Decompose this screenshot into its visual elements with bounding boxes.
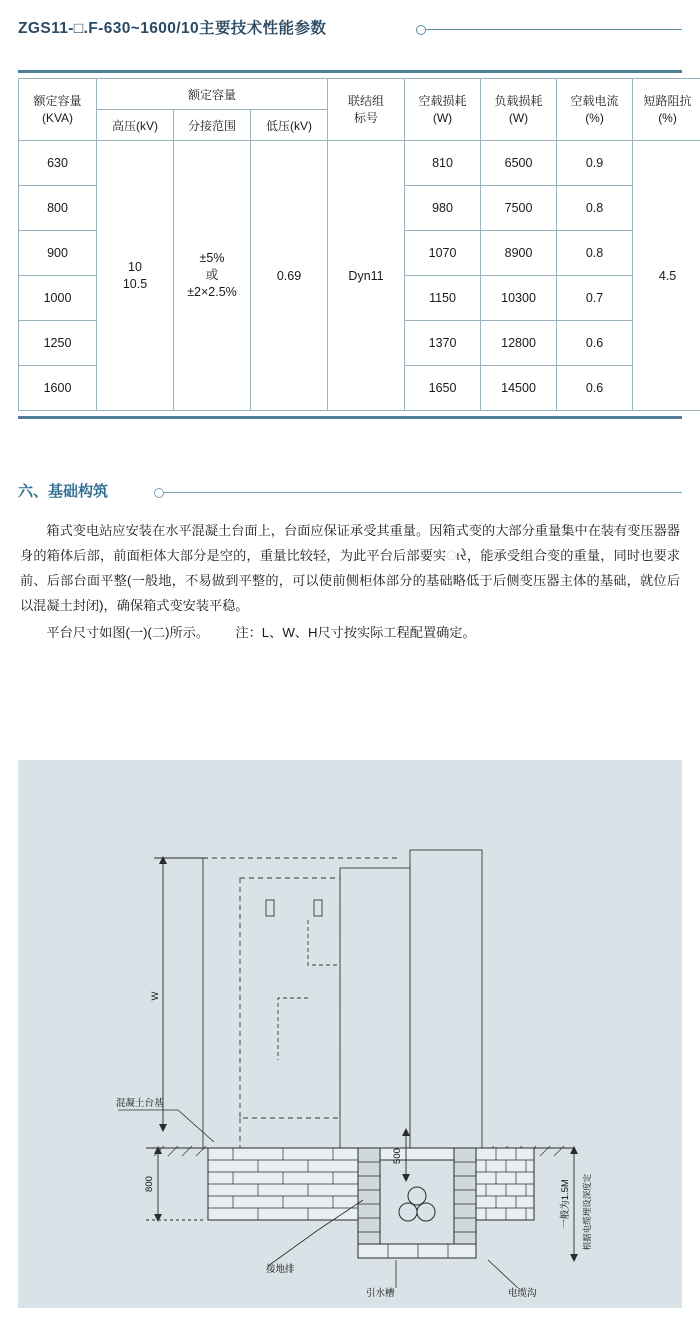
paragraph-2 — [20, 620, 680, 645]
section-heading — [18, 478, 682, 506]
table-header-row-1 — [19, 79, 700, 110]
table-row — [19, 141, 700, 186]
section-dot-icon — [154, 488, 164, 498]
cell-hv-merged — [97, 141, 174, 411]
cell-no-load-current: 0.8 — [557, 186, 633, 231]
cell-no-load-loss: 810 — [405, 141, 481, 186]
paragraph-2-note: 注：L、W、H尺寸按实际工程配置确定。 — [235, 625, 476, 640]
th-connection-line1: 联结组 — [348, 94, 385, 109]
th-load-loss-label: 负载损耗 — [494, 94, 543, 109]
cell-hv-line2: 10.5 — [122, 276, 148, 291]
label-cable-trench: 电缆沟 — [508, 1288, 537, 1299]
cell-capacity: 800 — [19, 186, 97, 231]
cell-capacity: 1000 — [19, 276, 97, 321]
cell-no-load-loss: 980 — [405, 186, 481, 231]
th-capacity — [19, 79, 97, 141]
th-impedance-label: 短路阻抗 — [643, 94, 692, 109]
paragraph-2-text: 平台尺寸如图(一)(二)所示。 — [46, 625, 210, 640]
label-800: 800 — [144, 1176, 155, 1192]
cell-tap-merged — [174, 141, 251, 411]
label-ground-bar: 接地排 — [266, 1264, 295, 1275]
cell-no-load-current: 0.7 — [557, 276, 633, 321]
right-brick-wall — [476, 1148, 534, 1220]
top-heading — [18, 12, 682, 46]
cell-no-load-current: 0.6 — [557, 366, 633, 411]
cell-load-loss: 6500 — [481, 141, 557, 186]
top-heading-title: ZGS11-□.F-630~1600/10主要技术性能参数 — [18, 20, 327, 37]
th-lv: 低压(kV) — [251, 110, 328, 141]
table-bottom-rule — [18, 416, 682, 419]
section-rule — [154, 492, 682, 493]
section-heading-title: 六、基础构筑 — [18, 483, 109, 500]
label-w: W — [150, 991, 161, 1001]
th-impedance — [633, 79, 700, 141]
cell-no-load-current: 0.8 — [557, 231, 633, 276]
th-no-load-current-unit: (%) — [585, 110, 604, 125]
cell-load-loss: 12800 — [481, 321, 557, 366]
left-brick-wall — [208, 1148, 358, 1220]
th-connection-line2: 标号 — [354, 110, 379, 125]
th-load-loss-unit: (W) — [508, 110, 529, 125]
th-impedance-unit: (%) — [658, 110, 677, 125]
label-concrete-base: 混凝土台基 — [116, 1098, 164, 1109]
th-no-load-loss — [405, 79, 481, 141]
cell-tap-line2: 或 — [205, 268, 219, 283]
cell-capacity: 900 — [19, 231, 97, 276]
th-no-load-current-label: 空载电流 — [570, 94, 619, 109]
label-500: 500 — [392, 1148, 403, 1164]
label-depth-note: 根据电缆埋设深度定 — [582, 1173, 592, 1251]
cell-capacity: 1600 — [19, 366, 97, 411]
cell-capacity: 1250 — [19, 321, 97, 366]
cell-capacity: 630 — [19, 141, 97, 186]
foundation-diagram-svg — [18, 760, 682, 1308]
cell-load-loss: 10300 — [481, 276, 557, 321]
cell-no-load-loss: 1150 — [405, 276, 481, 321]
label-depth-general: 一般为1.5M — [560, 1179, 571, 1229]
body-text — [20, 518, 680, 647]
cell-no-load-current: 0.6 — [557, 321, 633, 366]
spec-table — [18, 78, 700, 411]
cell-load-loss: 8900 — [481, 231, 557, 276]
th-tap-range: 分接范围 — [174, 110, 251, 141]
heading-dot-icon — [416, 25, 426, 35]
cell-no-load-loss: 1370 — [405, 321, 481, 366]
th-capacity-label: 额定容量 — [33, 94, 82, 109]
cell-impedance-merged: 4.5 — [633, 141, 700, 411]
cell-hv-line1: 10 — [128, 259, 142, 274]
th-no-load-current — [557, 79, 633, 141]
cell-load-loss: 14500 — [481, 366, 557, 411]
cell-no-load-loss: 1650 — [405, 366, 481, 411]
heading-rule — [416, 29, 682, 30]
cell-tap-line1: ±5% — [199, 251, 225, 266]
cell-no-load-loss: 1070 — [405, 231, 481, 276]
paragraph-1: 箱式变电站应安装在水平混凝土台面上，台面应保证承受其重量。因箱式变的大部分重量集中在装有变压器器身的箱体后部，前面柜体大部分是空的，重量比较轻，为此平台后部要实ારે，能承受组合变的重量，同时也要求前、后部台面平整(一般地，不易做到平整的，可以使前侧柜体部分的基础略低于后侧变压器主体的基础，就位后以混凝土封闭)，确保箱式变安装平稳。 — [20, 523, 680, 613]
th-rated-voltage-group: 额定容量 — [97, 79, 328, 110]
th-capacity-unit: (KVA) — [41, 110, 74, 125]
label-drain-trough: 引水槽 — [366, 1288, 395, 1299]
th-hv: 高压(kV) — [97, 110, 174, 141]
cell-connection-merged: Dyn11 — [328, 141, 405, 411]
th-no-load-loss-label: 空载损耗 — [418, 94, 467, 109]
th-load-loss — [481, 79, 557, 141]
cell-no-load-current: 0.9 — [557, 141, 633, 186]
th-no-load-loss-unit: (W) — [432, 110, 453, 125]
spec-table-wrapper — [18, 78, 692, 411]
table-top-rule — [18, 70, 682, 73]
foundation-figure — [18, 760, 682, 1308]
cell-load-loss: 7500 — [481, 186, 557, 231]
center-trench — [358, 1148, 476, 1258]
cell-lv-merged: 0.69 — [251, 141, 328, 411]
th-connection — [328, 79, 405, 141]
cell-tap-line3: ±2×2.5% — [187, 284, 237, 299]
